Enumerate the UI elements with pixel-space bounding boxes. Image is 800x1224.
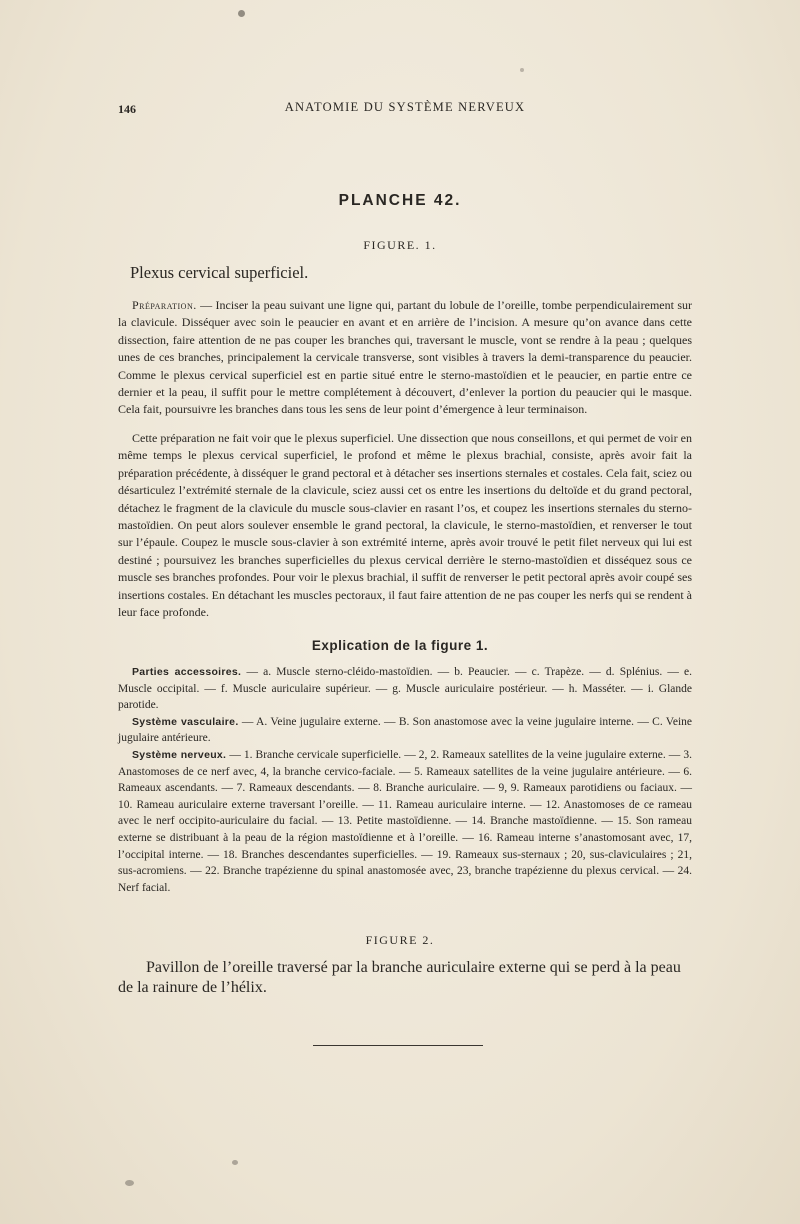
figure-2-label: FIGURE 2. — [365, 933, 435, 947]
figure-1-label: FIGURE. 1. — [363, 238, 437, 252]
legend-text: — 1. Branche cervicale superficielle. — 2, 2. Rameaux satellites de la veine jugulaire externe. — 3. Anastomoses de ce nerf avec, 4, la branche cervico-faciale. — 5. Rameaux satellites de la veine jugulaire antérieure. — 6. Rameaux ascendants. — 7. Rameaux descendants. — 8. Branche auriculaire. — 9, 9. Rameaux parotidiens ou faciaux. — 10. Rameau auriculaire externe traversant l’oreille. — 11. Rameau auriculaire interne. — 12. Anastomoses de ce rameau avec le nerf occipito-auriculaire du facial. — 13. Petite mastoïdienne. — 14. Branche mastoïdienne. — 15. Son rameau externe se distribuant à la peau de la région mastoïdienne et à l’oreille. — 16. Rameau interne s’anastomosant avec, 17, l’occipital interne. — 18. Branches descendantes superficielles. — 19. Rameaux sus-sternaux ; 20, sus-claviculaires ; 21, sus-acromiens. — 22. Branche trapézienne du spinal anastomosée avec, 23, branche trapézienne du plexus cervical. — 24. Nerf facial. — [118, 748, 692, 894]
explanation-legend — [118, 664, 692, 896]
page-header — [118, 100, 692, 122]
figure-1-title: Plexus cervical superficiel. — [130, 263, 309, 282]
legend-text: — A. Veine jugulaire externe. — B. Son anastomose avec la veine jugulaire interne. — C. Veine jugulaire antérieure. — [118, 715, 692, 745]
paper-stain — [125, 1180, 134, 1186]
legend-heading: Système nerveux. — [132, 748, 227, 761]
legend-text: — a. Muscle sterno-cléido-mastoïdien. — b. Peaucier. — c. Trapèze. — d. Splénius. — e. Muscle occipital. — f. Muscle auriculaire supérieur. — g. Muscle auriculaire postérieur. — h. Masséter. — i. Glande parotide. — [118, 666, 692, 712]
legend-heading: Système vasculaire. — [132, 715, 239, 728]
page-number: 146 — [118, 102, 136, 116]
paper-stain — [232, 1160, 238, 1165]
legend-vascular-system — [118, 714, 692, 747]
dissection-paragraph — [118, 430, 692, 621]
legend-accessory-parts — [118, 664, 692, 714]
figure-2-description: Pavillon de l’oreille traversé par la branche auriculaire externe qui se perd à la peau de la rainure de l’hélix. — [118, 959, 681, 996]
preparation-label: Préparation. — [132, 298, 197, 312]
paper-stain — [520, 68, 524, 72]
running-title: ANATOMIE DU SYSTÈME NERVEUX — [284, 100, 526, 114]
preparation-text: — Inciser la peau suivant une ligne qui, partant du lobule de l’oreille, tombe perpendiculairement sur la clavicule. Disséquer avec soin le peaucier en avant et en arrière de l’incision. A mesure qu’on avance dans cette dissection, faire attention de ne pas couper les branches qui, traversant le muscle, vont se rendre à la peau ; quelques unes de ces branches, principalement la cervicale transverse, sont visibles à travers la demi-transparence du peaucier. Comme le plexus cervical superficiel est en partie situé entre le sterno-mastoïdien et le peaucier, en partie entre ce dernier et la peau, il suffit pour le mettre complétement à découvert, d’enlever la portion du peaucier qui le masque. Cela fait, poursuivre les branches dans tous les sens de leur point d’émergence à leur terminaison. — [118, 298, 692, 417]
paper-stain — [238, 10, 245, 17]
dissection-text: Cette préparation ne fait voir que le plexus superficiel. Une dissection que nous conseillons, et qui permet de voir en même temps le plexus cervical superficiel, le profond et même le plexus brachial, consiste, après avoir fait la préparation précédente, à disséquer le grand pectoral et à détacher ses insertions sternales et costales. Cela fait, sciez ou désarticulez l’extrémité sternale de la clavicule, sciez aussi cet os entre les insertions du deltoïde et du grand pectoral, détachez le fragment de la clavicule du muscle sous-clavier en rasant l’os, et coupez les insertions sternales du sterno-mastoïdien. On peut alors soulever ensemble le grand pectoral, la clavicule, le sterno-mastoïdien, et renverser le tout sur l’épaule. Coupez le muscle sous-clavier à son extrémité interne, après avoir trouvé le petit filet nerveux qui lui est destiné ; poursuivez les branches superficielles du plexus cervical derrière le sterno-mastoïdien et disséquez sous ce muscle ses branches profondes. Pour voir le plexus brachial, il suffit de renverser le petit pectoral après avoir coupé ses insertions costales. En détachant les muscles pectoraux, il faut faire attention de ne pas couper les nerfs qui se rendent à leur face profonde. — [118, 431, 692, 620]
legend-heading: Parties accessoires. — [132, 666, 242, 678]
plate-title: PLANCHE 42. — [338, 192, 462, 209]
end-rule — [313, 1045, 483, 1046]
legend-nervous-system — [118, 747, 692, 896]
preparation-paragraph — [118, 297, 692, 419]
explanation-title: Explication de la figure 1. — [311, 638, 489, 653]
